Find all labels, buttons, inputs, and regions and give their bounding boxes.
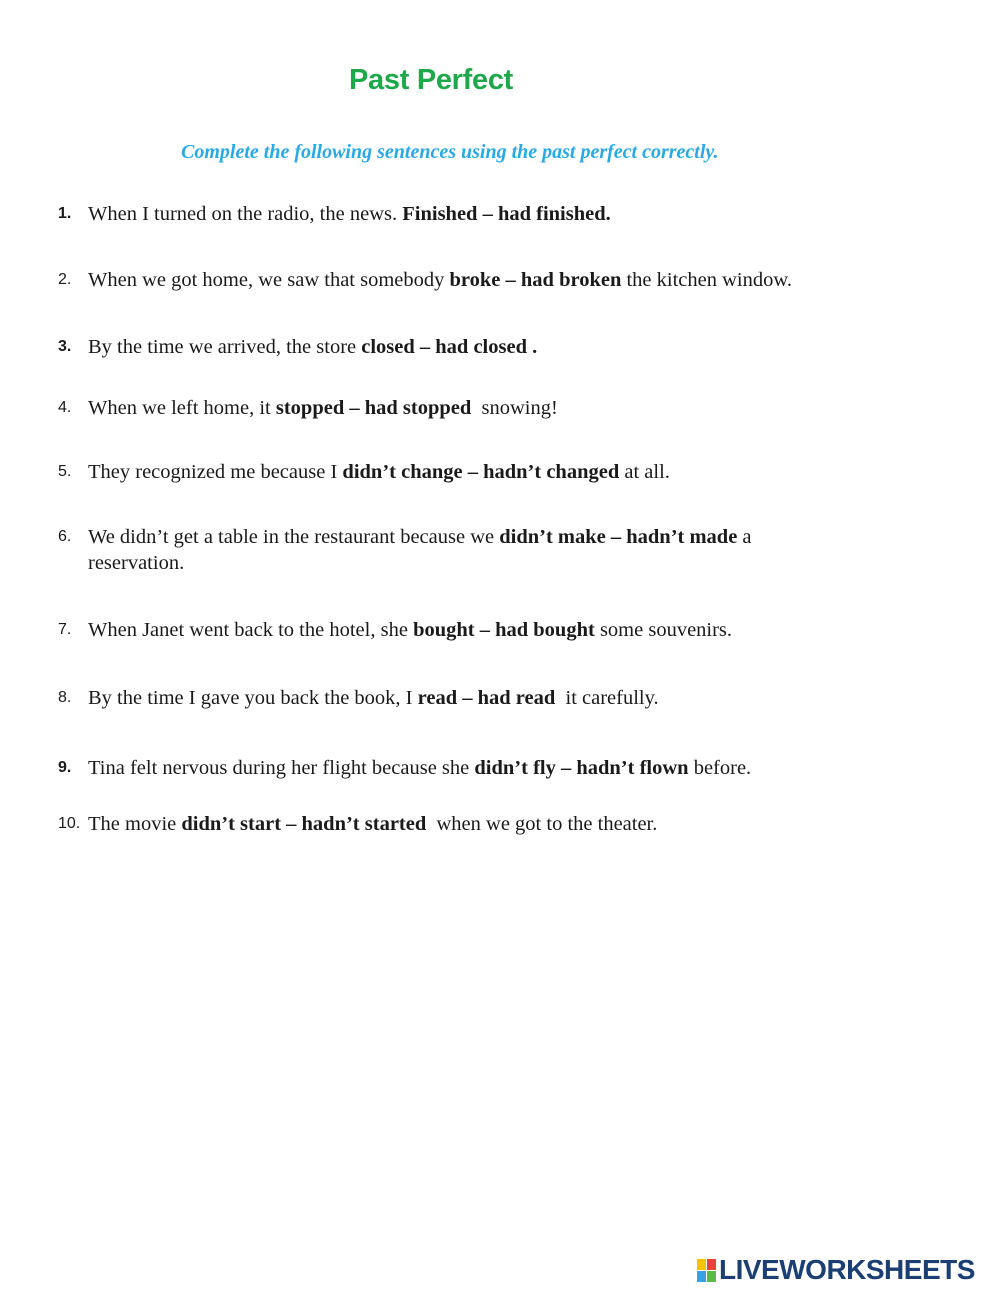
- sentence-text: By the time I gave you back the book, I: [88, 687, 418, 709]
- sentence-text: When Janet went back to the hotel, she: [88, 619, 414, 641]
- sentence-text: When we got home, we saw that somebody: [88, 269, 450, 291]
- sentence-tail: snowing!: [471, 397, 558, 419]
- sentence-5: [58, 459, 918, 485]
- sentence-text: We didn’t get a table in the restaurant because we: [88, 526, 500, 548]
- logo-text: LIVEWORKSHEETS: [719, 1254, 975, 1285]
- sentence-6: [58, 524, 848, 576]
- sentence-tail: when we got to the theater.: [426, 813, 658, 835]
- liveworksheets-logo: [697, 1253, 975, 1287]
- item-number: 6.: [58, 528, 72, 545]
- sentence-text: By the time we arrived, the store: [88, 336, 362, 358]
- logo-block: [707, 1259, 716, 1270]
- item-number: 1.: [58, 205, 72, 222]
- item-number: 5.: [58, 463, 72, 480]
- item-number: 2.: [58, 271, 72, 288]
- answer-text: didn’t make – hadn’t made: [499, 526, 738, 548]
- sentence-7: [58, 617, 918, 643]
- item-number: 3.: [58, 338, 72, 355]
- item-number: 10.: [58, 815, 81, 832]
- sentence-tail: a reservation.: [88, 526, 752, 574]
- sentence-9: [58, 755, 918, 781]
- sentence-1: [58, 201, 918, 227]
- answer-text: didn’t start – hadn’t started: [181, 813, 427, 835]
- answer-text: closed – had closed .: [361, 336, 538, 358]
- sentence-tail: at all.: [619, 461, 670, 483]
- item-number: 9.: [58, 759, 72, 776]
- sentence-tail: before.: [688, 757, 752, 779]
- instruction-text: Complete the following sentences using the past perfect correctly.: [181, 141, 719, 163]
- sentence-8: [58, 685, 918, 711]
- sentence-text: When I turned on the radio, the news.: [88, 203, 403, 225]
- sentence-tail: it carefully.: [555, 687, 659, 709]
- sentence-10: [58, 811, 918, 837]
- sentence-tail: some souvenirs.: [594, 619, 733, 641]
- page-title: Past Perfect: [349, 64, 514, 96]
- item-number: 7.: [58, 621, 72, 638]
- sentence-3: [58, 334, 918, 360]
- answer-text: stopped – had stopped: [275, 397, 472, 419]
- answer-text: didn’t fly – hadn’t flown: [474, 757, 689, 779]
- sentence-text: When we left home, it: [88, 397, 276, 419]
- logo-block: [707, 1271, 716, 1282]
- logo-block: [697, 1271, 706, 1282]
- answer-text: bought – had bought: [413, 619, 595, 641]
- answer-text: read – had read: [417, 687, 556, 709]
- sentence-2: [58, 267, 918, 293]
- answer-text: didn’t change – hadn’t changed: [342, 461, 620, 483]
- answer-text: broke – had broken: [449, 269, 622, 291]
- logo-blocks-icon: [697, 1259, 716, 1282]
- sentence-text: Tina felt nervous during her flight because she: [88, 757, 475, 779]
- logo-block: [697, 1259, 706, 1270]
- sentence-4: [58, 395, 918, 421]
- sentence-text: They recognized me because I: [88, 461, 343, 483]
- sentence-text: The movie: [88, 813, 182, 835]
- sentence-tail: the kitchen window.: [621, 269, 792, 291]
- item-number: 4.: [58, 399, 72, 416]
- item-number: 8.: [58, 689, 72, 706]
- answer-text: Finished – had finished.: [402, 203, 611, 225]
